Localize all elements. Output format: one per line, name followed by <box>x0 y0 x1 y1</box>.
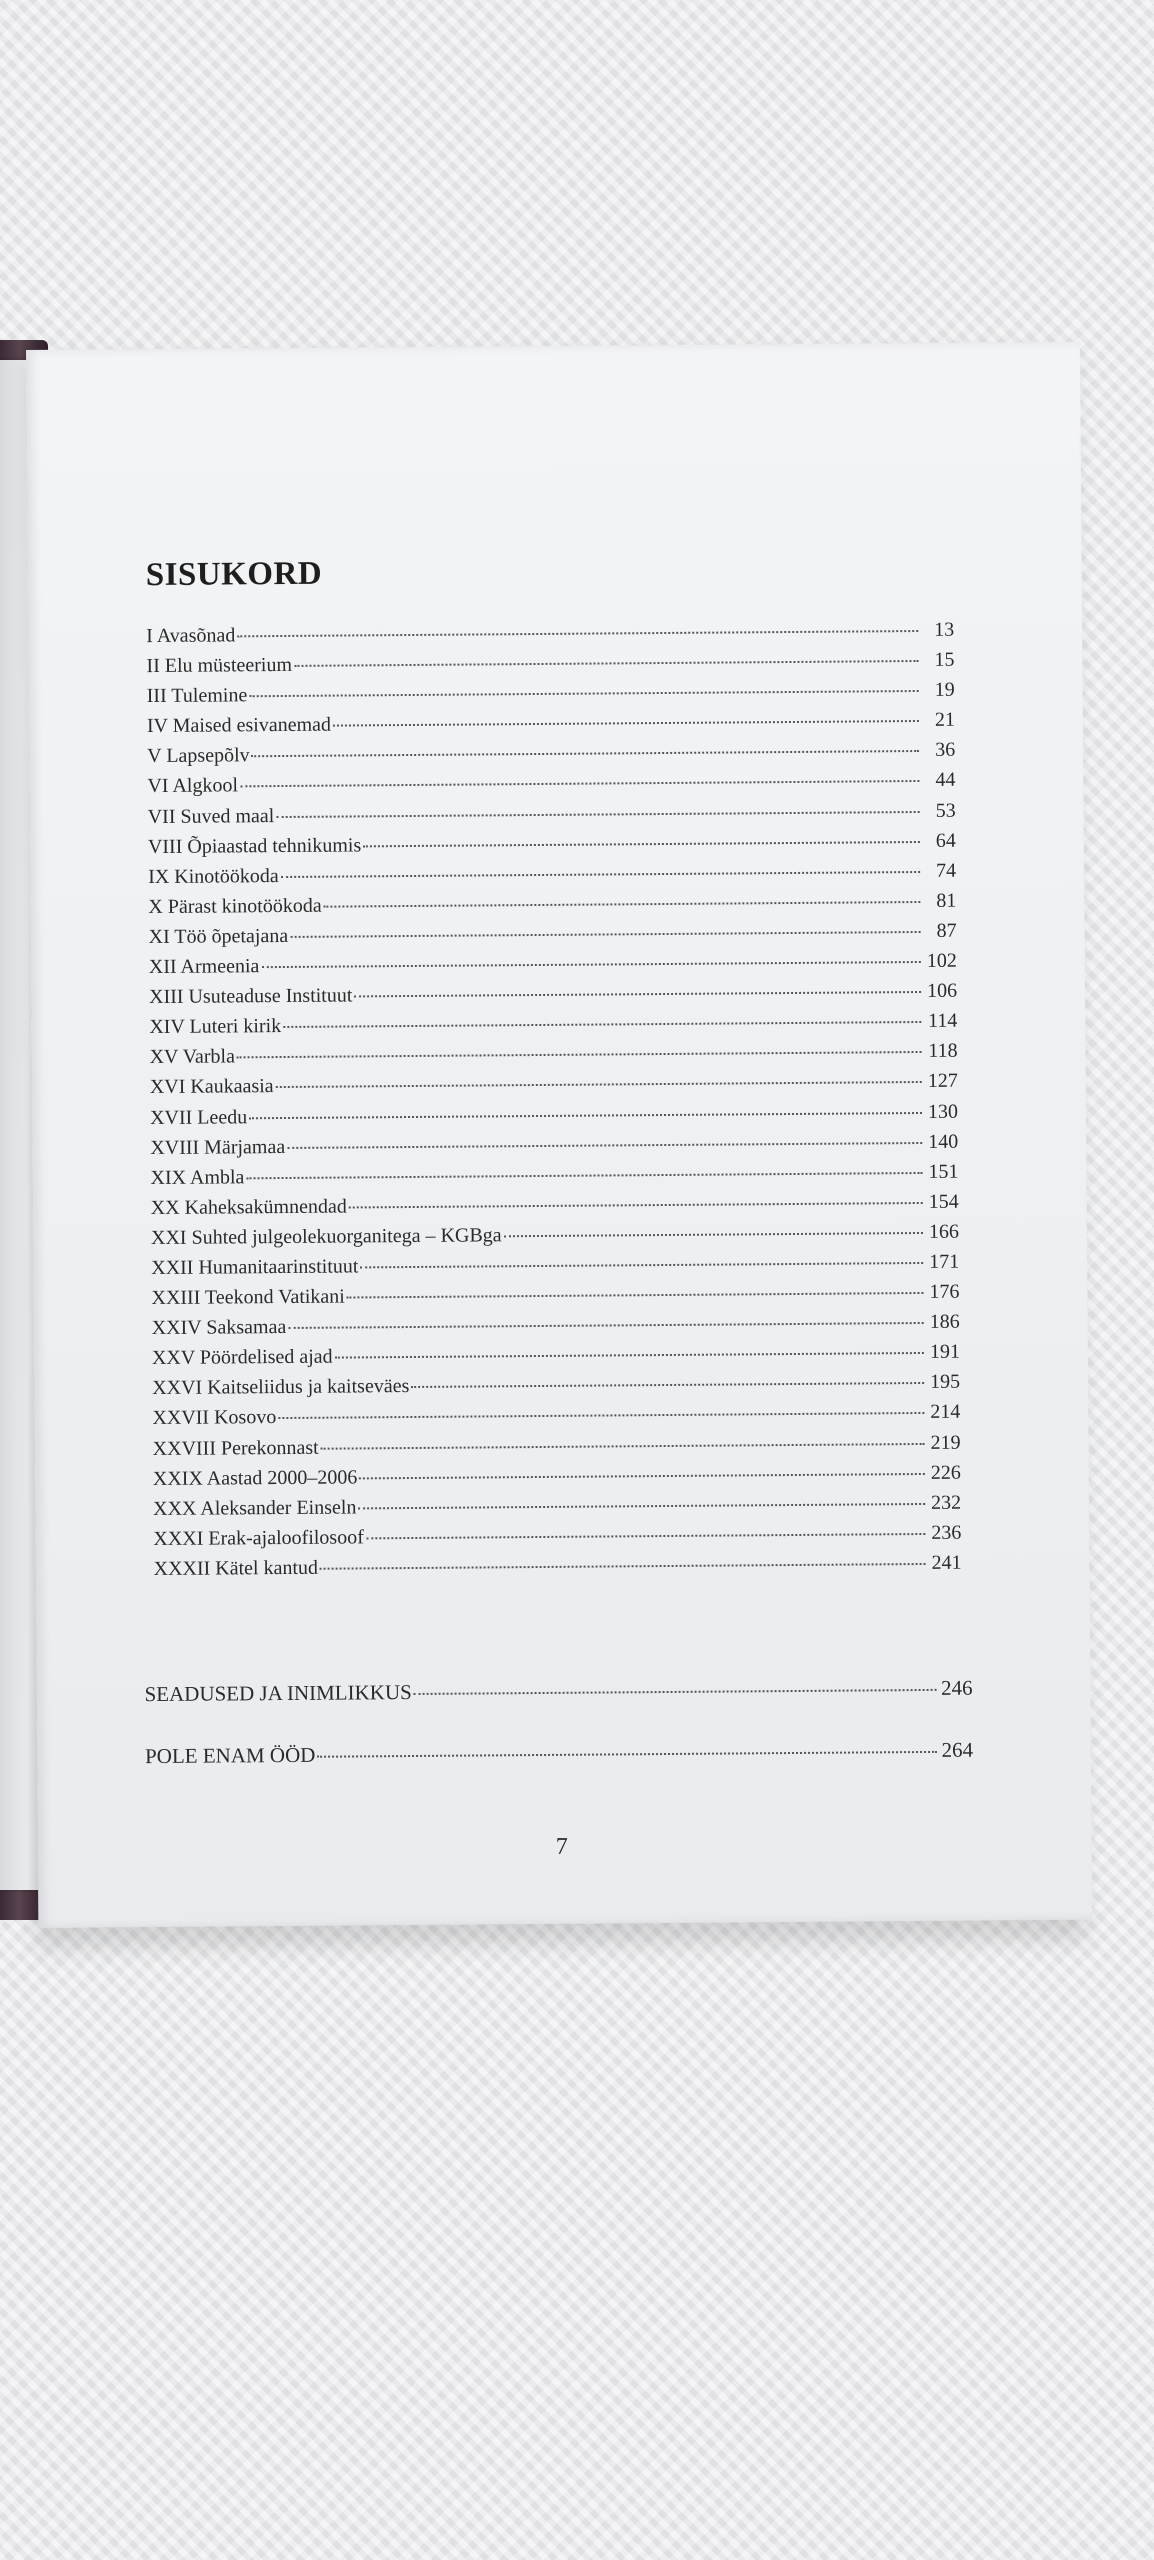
dot-leader <box>276 1081 922 1088</box>
dot-leader <box>287 1142 922 1149</box>
dot-leader <box>283 1021 921 1028</box>
toc-entry-title: XI Töö õpetajana <box>148 924 289 948</box>
dot-leader <box>294 660 918 667</box>
toc-entry-page: 53 <box>935 799 956 822</box>
dot-leader <box>249 1111 922 1118</box>
toc-entry-page: 102 <box>926 949 957 972</box>
dot-leader <box>290 931 920 938</box>
toc-extra-entry <box>145 1735 973 1772</box>
toc-entry-title: XIX Ambla <box>150 1165 245 1189</box>
toc-entry-page: 219 <box>930 1431 961 1454</box>
toc-entry-title: XXIX Aastad 2000–2006 <box>152 1466 358 1490</box>
toc-entry-page: 264 <box>941 1737 974 1762</box>
toc-heading: SISUKORD <box>145 555 323 594</box>
dot-leader <box>333 720 919 727</box>
toc-entry-page: 74 <box>936 859 957 882</box>
dot-leader <box>363 841 920 847</box>
toc-entry-title: XVII Leedu <box>149 1105 248 1129</box>
dot-leader <box>360 1262 923 1268</box>
toc-extra-entry <box>144 1673 972 1710</box>
toc-entry-page: 241 <box>931 1551 962 1574</box>
dot-leader <box>278 1412 924 1419</box>
toc-entry-title: POLE ENAM ÖÖD <box>144 1742 316 1769</box>
dot-leader <box>354 991 921 997</box>
toc-entry-title: X Pärast kinotöökoda <box>148 894 322 918</box>
toc-entry-title: XXXI Erak-ajaloofilosoof <box>153 1526 364 1550</box>
toc-entry-title: XXX Aleksander Einseln <box>153 1496 357 1520</box>
toc-entry-page: 19 <box>934 678 955 702</box>
dot-leader <box>317 1751 937 1758</box>
dot-leader <box>349 1202 923 1209</box>
toc-entry-page: 87 <box>936 919 957 942</box>
toc-entry-title: IV Maised esivanemad <box>146 713 332 738</box>
toc-entry-page: 171 <box>929 1250 960 1273</box>
dot-leader <box>335 1352 924 1359</box>
toc-entry-page: 13 <box>934 618 955 641</box>
toc-entry-title: XV Varbla <box>149 1045 236 1069</box>
toc-entry-title: XXVII Kosovo <box>152 1406 277 1430</box>
toc-entry-page: 176 <box>929 1280 960 1303</box>
toc-entry-title: XVI Kaukaasia <box>149 1075 274 1099</box>
dot-leader <box>237 1051 922 1058</box>
toc-entry-page: 166 <box>928 1220 960 1243</box>
toc-entry-page: 195 <box>930 1371 961 1394</box>
table-of-contents <box>146 615 962 1584</box>
dot-leader <box>504 1232 923 1237</box>
toc-entry-page: 81 <box>936 889 957 912</box>
toc-entry-title: XXXII Kätel kantud <box>153 1556 319 1580</box>
toc-entry-title: II Elu müsteerium <box>146 654 293 678</box>
toc-entry-title: XVIII Märjamaa <box>150 1135 286 1159</box>
toc-entry-title: IX Kinotöökoda <box>148 864 279 888</box>
toc-entry-page: 236 <box>931 1521 962 1544</box>
toc-entry-title: SEADUSED JA INIMLIKKUS <box>144 1680 412 1707</box>
dot-leader <box>237 630 918 637</box>
toc-entry-title: XXII Humanitaarinstituut <box>151 1255 359 1280</box>
book-page <box>26 342 1092 1928</box>
dot-leader <box>347 1292 924 1299</box>
dot-leader <box>324 901 921 908</box>
toc-entry-title: III Tulemine <box>146 684 248 708</box>
toc-entry-title: I Avasõnad <box>146 624 236 648</box>
toc-entry-page: 21 <box>934 708 956 732</box>
dot-leader <box>366 1533 925 1539</box>
toc-entry-page: 15 <box>934 648 955 671</box>
toc-entry-title: VI Algkool <box>147 774 239 798</box>
toc-entry-page: 226 <box>930 1461 961 1484</box>
dot-leader <box>252 750 920 757</box>
toc-entry-page: 151 <box>928 1160 959 1183</box>
toc-entry-page: 64 <box>935 829 956 852</box>
toc-entry-title: XXV Pöördelised ajad <box>151 1345 333 1370</box>
toc-entry-title: VIII Õpiaastad tehnikumis <box>147 834 362 858</box>
dot-leader <box>320 1563 926 1570</box>
page-number: 7 <box>555 1833 568 1860</box>
dot-leader <box>276 811 919 818</box>
toc-entry-page: 154 <box>928 1190 959 1213</box>
toc-entry-title: XII Armeenia <box>148 955 260 979</box>
toc-entry-page: 106 <box>926 979 958 1003</box>
toc-entry-page: 114 <box>927 1009 958 1033</box>
dot-leader <box>359 1473 925 1479</box>
toc-entry-page: 130 <box>927 1100 959 1123</box>
toc-entry-title: XXIV Saksamaa <box>151 1316 287 1340</box>
toc-entry-title: V Lapsepõlv <box>147 744 250 768</box>
toc-entry-page: 127 <box>927 1070 958 1093</box>
dot-leader <box>240 780 919 787</box>
toc-entry <box>153 1548 961 1584</box>
dot-leader <box>281 871 920 878</box>
dot-leader <box>411 1382 924 1388</box>
dot-leader <box>246 1172 922 1179</box>
toc-entry-page: 118 <box>928 1040 958 1063</box>
toc-entry-title: XIII Usuteaduse Instituut <box>149 984 353 1009</box>
toc-entry-title: XXIII Teekond Vatikani <box>151 1285 345 1310</box>
dot-leader <box>249 690 918 697</box>
toc-entry-page: 36 <box>935 739 956 762</box>
toc-entry-title: XXI Suhted julgeolekuorganitega – KGBga <box>150 1224 502 1249</box>
toc-entry-page: 186 <box>929 1310 960 1334</box>
toc-entry-page: 246 <box>940 1675 973 1700</box>
toc-entry-page: 140 <box>928 1130 959 1153</box>
toc-entry-page: 232 <box>930 1491 962 1514</box>
toc-entry-title: VII Suved maal <box>147 804 275 828</box>
dot-leader <box>414 1689 937 1695</box>
dot-leader <box>261 961 920 968</box>
toc-entry-page: 214 <box>930 1401 961 1424</box>
toc-entry-title: XIV Luteri kirik <box>149 1015 282 1039</box>
dot-leader <box>288 1322 923 1329</box>
toc-entry-page: 191 <box>929 1340 960 1364</box>
toc-entry-title: XX Kaheksakümnendad <box>150 1195 347 1219</box>
dot-leader <box>321 1443 925 1450</box>
dot-leader <box>358 1503 925 1509</box>
toc-entry-page: 44 <box>935 769 956 792</box>
toc-entry-title: XXVI Kaitseliidus ja kaitseväes <box>152 1375 410 1400</box>
toc-entry-title: XXVIII Perekonnast <box>152 1436 319 1460</box>
